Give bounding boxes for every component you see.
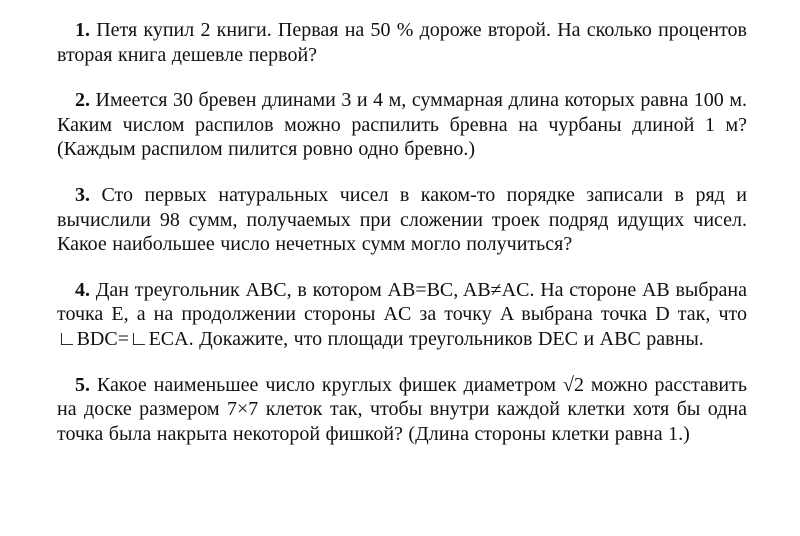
- problem-1: [57, 18, 747, 67]
- problem-4: [57, 278, 747, 352]
- problem-3: [57, 183, 747, 257]
- problem-text: Дан треугольник ABC, в котором AB=BC, AB≠AC. На стороне AB выбрана точка E, а на продолжении стороны AC за точку A выбрана точка D так, что ∟BDC=∟ECA. Докажите, что площади треугольников DEC и ABC равны.: [57, 278, 747, 350]
- problem-number: 5.: [75, 373, 90, 396]
- problem-number: 3.: [75, 183, 90, 206]
- problem-text: Сто первых натуральных чисел в каком-то порядке записали в ряд и вычислили 98 сумм, получаемых при сложении троек подряд идущих чисел. Какое наибольшее число нечетных сумм могло получиться?: [57, 183, 747, 256]
- problem-text: Имеется 30 бревен длинами 3 и 4 м, суммарная длина которых равна 100 м. Каким числом распилов можно распилить бревна на чурбаны длиной 1 м? (Каждым распилом пилится ровно одно бревно.): [57, 89, 747, 161]
- problem-number: 4.: [75, 278, 90, 301]
- problem-text: Какое наименьшее число круглых фишек диаметром √2 можно расставить на доске размером 7×7 клеток так, чтобы внутри каждой клетки хотя бы одна точка была накрыта некоторой фишкой? (Длина стороны клетки равна 1.): [57, 373, 747, 445]
- problem-sheet: [57, 18, 747, 467]
- problem-number: 2.: [75, 89, 90, 112]
- problem-text: Петя купил 2 книги. Первая на 50 % дороже второй. На сколько процентов вторая книга дешевле первой?: [57, 19, 747, 66]
- problem-number: 1.: [75, 19, 90, 41]
- problem-5: [57, 373, 747, 447]
- problem-2: [57, 88, 747, 162]
